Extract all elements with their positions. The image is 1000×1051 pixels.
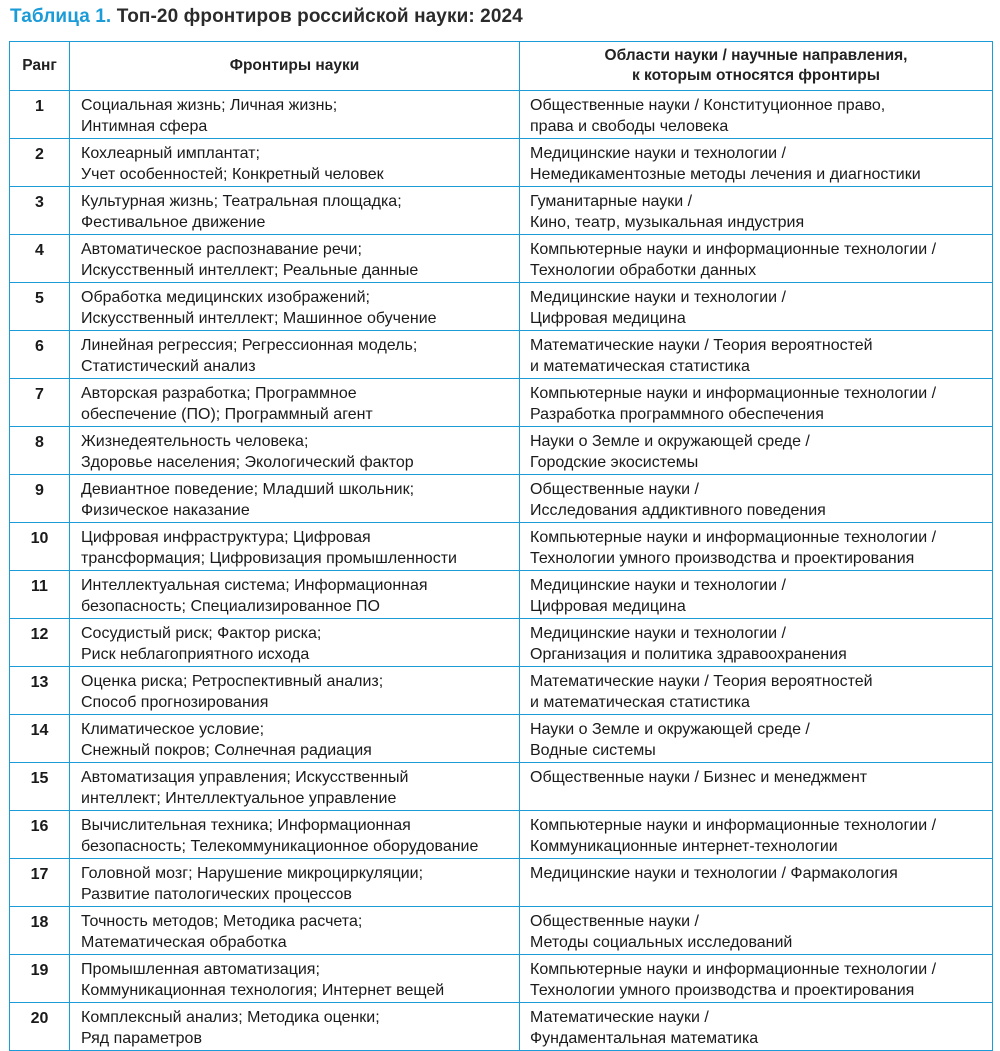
rank-cell: 8 bbox=[10, 427, 70, 475]
header-areas bbox=[520, 42, 993, 91]
front-cell: Сосудистый риск; Фактор риска; Риск неблагоприятного исхода bbox=[70, 619, 520, 667]
table-row bbox=[10, 763, 993, 811]
front-cell: Культурная жизнь; Театральная площадка; Фестивальное движение bbox=[70, 187, 520, 235]
area-cell: Общественные науки / Бизнес и менеджмент bbox=[520, 763, 993, 811]
area-cell: Общественные науки / Методы социальных исследований bbox=[520, 907, 993, 955]
table-row bbox=[10, 427, 993, 475]
area-cell: Общественные науки / Исследования аддиктивного поведения bbox=[520, 475, 993, 523]
area-cell: Медицинские науки и технологии / Цифровая медицина bbox=[520, 571, 993, 619]
table-row bbox=[10, 283, 993, 331]
front-cell: Комплексный анализ; Методика оценки; Ряд параметров bbox=[70, 1003, 520, 1051]
rank-cell: 17 bbox=[10, 859, 70, 907]
rank-cell: 7 bbox=[10, 379, 70, 427]
table-row bbox=[10, 1003, 993, 1051]
area-cell: Медицинские науки и технологии / Фармакология bbox=[520, 859, 993, 907]
rank-cell: 16 bbox=[10, 811, 70, 859]
area-cell: Математические науки / Фундаментальная математика bbox=[520, 1003, 993, 1051]
table-row bbox=[10, 523, 993, 571]
front-cell: Линейная регрессия; Регрессионная модель; Статистический анализ bbox=[70, 331, 520, 379]
rank-cell: 13 bbox=[10, 667, 70, 715]
table-row bbox=[10, 811, 993, 859]
rank-cell: 4 bbox=[10, 235, 70, 283]
table-body bbox=[10, 91, 993, 1051]
area-cell: Компьютерные науки и информационные технологии / Разработка программного обеспечения bbox=[520, 379, 993, 427]
table-header bbox=[10, 42, 993, 91]
table-row bbox=[10, 235, 993, 283]
front-cell: Жизнедеятельность человека; Здоровье населения; Экологический фактор bbox=[70, 427, 520, 475]
front-cell: Кохлеарный имплантат; Учет особенностей; Конкретный человек bbox=[70, 139, 520, 187]
rank-cell: 9 bbox=[10, 475, 70, 523]
area-cell: Гуманитарные науки / Кино, театр, музыкальная индустрия bbox=[520, 187, 993, 235]
area-cell: Медицинские науки и технологии / Организация и политика здравоохранения bbox=[520, 619, 993, 667]
front-cell: Авторская разработка; Программное обеспечение (ПО); Программный агент bbox=[70, 379, 520, 427]
rank-cell: 5 bbox=[10, 283, 70, 331]
front-cell: Цифровая инфраструктура; Цифровая трансформация; Цифровизация промышленности bbox=[70, 523, 520, 571]
area-cell: Математические науки / Теория вероятностей и математическая статистика bbox=[520, 667, 993, 715]
header-rank: Ранг bbox=[10, 42, 70, 91]
area-cell: Общественные науки / Конституционное право, права и свободы человека bbox=[520, 91, 993, 139]
table-row bbox=[10, 955, 993, 1003]
table-row bbox=[10, 187, 993, 235]
table-row bbox=[10, 379, 993, 427]
header-areas-text: Области науки / научные направления, к которым относятся фронтиры bbox=[604, 47, 908, 84]
table-row bbox=[10, 331, 993, 379]
rank-cell: 11 bbox=[10, 571, 70, 619]
table-row bbox=[10, 571, 993, 619]
area-cell: Компьютерные науки и информационные технологии / Технологии обработки данных bbox=[520, 235, 993, 283]
area-cell: Науки о Земле и окружающей среде / Городские экосистемы bbox=[520, 427, 993, 475]
rank-cell: 1 bbox=[10, 91, 70, 139]
table-row bbox=[10, 619, 993, 667]
table-row bbox=[10, 475, 993, 523]
area-cell: Компьютерные науки и информационные технологии / Технологии умного производства и проектирования bbox=[520, 955, 993, 1003]
rank-cell: 10 bbox=[10, 523, 70, 571]
fronts-table bbox=[9, 41, 993, 1051]
table-row bbox=[10, 907, 993, 955]
area-cell: Медицинские науки и технологии / Цифровая медицина bbox=[520, 283, 993, 331]
area-cell: Науки о Земле и окружающей среде / Водные системы bbox=[520, 715, 993, 763]
front-cell: Интеллектуальная система; Информационная безопасность; Специализированное ПО bbox=[70, 571, 520, 619]
front-cell: Обработка медицинских изображений; Искусственный интеллект; Машинное обучение bbox=[70, 283, 520, 331]
front-cell: Автоматизация управления; Искусственный интеллект; Интеллектуальное управление bbox=[70, 763, 520, 811]
rank-cell: 12 bbox=[10, 619, 70, 667]
table-row bbox=[10, 715, 993, 763]
front-cell: Головной мозг; Нарушение микроциркуляции; Развитие патологических процессов bbox=[70, 859, 520, 907]
rank-cell: 18 bbox=[10, 907, 70, 955]
front-cell: Социальная жизнь; Личная жизнь; Интимная сфера bbox=[70, 91, 520, 139]
table-row bbox=[10, 91, 993, 139]
area-cell: Компьютерные науки и информационные технологии / Коммуникационные интернет-технологии bbox=[520, 811, 993, 859]
front-cell: Автоматическое распознавание речи; Искусственный интеллект; Реальные данные bbox=[70, 235, 520, 283]
rank-cell: 6 bbox=[10, 331, 70, 379]
rank-cell: 15 bbox=[10, 763, 70, 811]
front-cell: Климатическое условие; Снежный покров; Солнечная радиация bbox=[70, 715, 520, 763]
area-cell: Математические науки / Теория вероятностей и математическая статистика bbox=[520, 331, 993, 379]
front-cell: Промышленная автоматизация; Коммуникационная технология; Интернет вещей bbox=[70, 955, 520, 1003]
front-cell: Точность методов; Методика расчета; Математическая обработка bbox=[70, 907, 520, 955]
table-caption bbox=[10, 6, 523, 28]
table-row bbox=[10, 667, 993, 715]
area-cell: Медицинские науки и технологии / Немедикаментозные методы лечения и диагностики bbox=[520, 139, 993, 187]
rank-cell: 2 bbox=[10, 139, 70, 187]
front-cell: Девиантное поведение; Младший школьник; Физическое наказание bbox=[70, 475, 520, 523]
area-cell: Компьютерные науки и информационные технологии / Технологии умного производства и проектирования bbox=[520, 523, 993, 571]
header-row bbox=[10, 42, 993, 91]
table-caption-text: Топ-20 фронтиров российской науки: 2024 bbox=[116, 6, 523, 27]
table-row bbox=[10, 859, 993, 907]
front-cell: Вычислительная техника; Информационная безопасность; Телекоммуникационное оборудование bbox=[70, 811, 520, 859]
table-caption-number: Таблица 1. bbox=[10, 6, 112, 27]
table-row bbox=[10, 139, 993, 187]
rank-cell: 14 bbox=[10, 715, 70, 763]
front-cell: Оценка риска; Ретроспективный анализ; Способ прогнозирования bbox=[70, 667, 520, 715]
rank-cell: 20 bbox=[10, 1003, 70, 1051]
rank-cell: 3 bbox=[10, 187, 70, 235]
rank-cell: 19 bbox=[10, 955, 70, 1003]
header-fronts: Фронтиры науки bbox=[70, 42, 520, 91]
